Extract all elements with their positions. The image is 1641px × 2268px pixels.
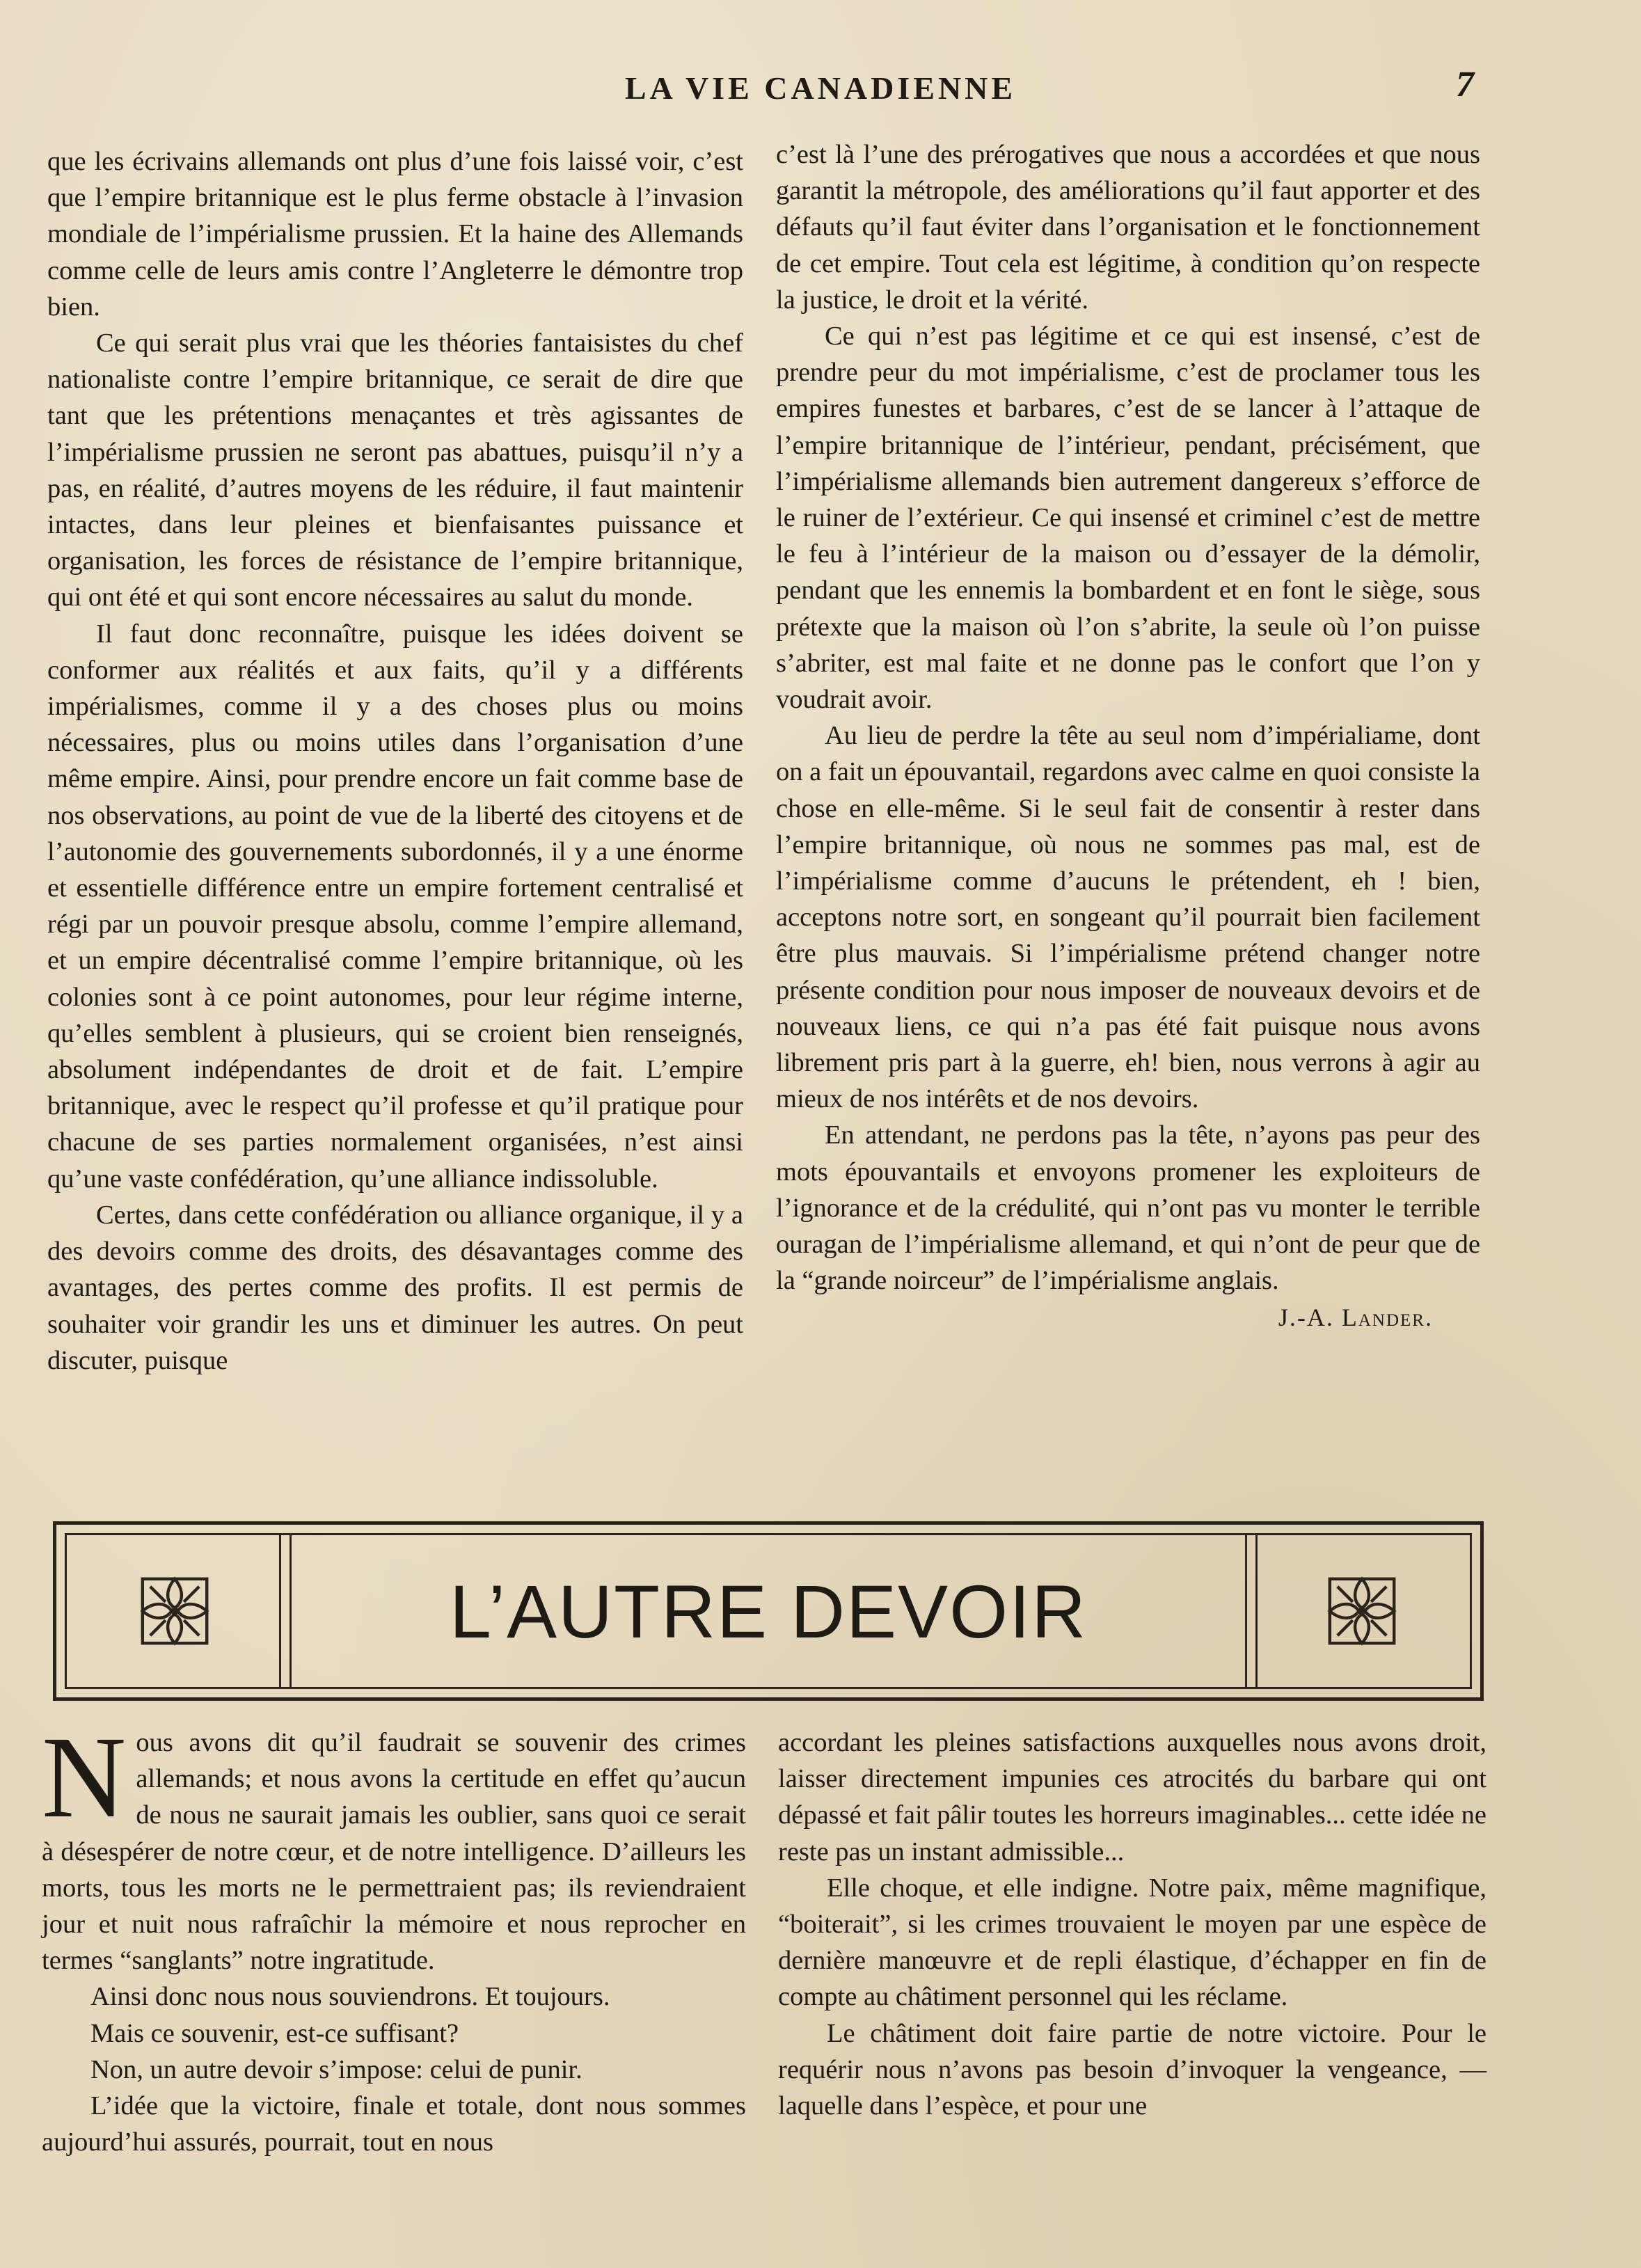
banner-divider	[279, 1535, 281, 1687]
author-signature: J.-A. Lander.	[1278, 1303, 1433, 1331]
paragraph: Il faut donc reconnaître, puisque les idées doivent se conformer aux réalités et aux faits, qu’il y a différents impérialismes, comme il y a des choses plus ou moins nécessaires, plus ou moins utiles dans l’organisation d’une même empire. Ainsi, pour prendre encore un fait comme base de nos observations, au point de vue de la liberté des citoyens et de l’autonomie des gouvernements subordonnés, il y a une énorme et essentielle différence entre un empire fortement centralisé et régi par un pouvoir presque absolu, comme l’empire allemand, et un empire décentralisé comme l’empire britannique, où les colonies sont à ce point autonomes, pour leur régime interne, qu’elles semblent à plusieurs, qui se croient bien renseignés, absolument indépendantes de droit et de fait. L’empire britannique, avec le respect qu’il professe et qu’il pratique pour chacune de ses parties normalement organisées, n’est ainsi qu’une vaste confédération, qu’une alliance indissoluble.	[47, 619, 743, 1194]
banner-divider	[1255, 1535, 1258, 1687]
running-header-title: LA VIE CANADIENNE	[624, 70, 1017, 106]
paragraph: Certes, dans cette confédération ou alliance organique, il y a des devoirs comme des droits, des désavantages comme des avantages, des pertes comme des profits. Il est permis de souhaiter voir grandir les uns et diminuer les autres. On peut discuter, puisque	[47, 1200, 743, 1375]
new-article-right-column	[778, 1724, 1487, 2124]
article-right-column	[776, 136, 1480, 1335]
paragraph: accordant les pleines satisfactions auxquelles nous avons droit, laisser directement impunies ces atrocités du barbare qui ont dépassé et fait pâlir toutes les horreurs imaginables... cette idée ne reste pas un instant admissible...	[778, 1728, 1487, 1866]
paragraph: Non, un autre devoir s’impose: celui de punir.	[90, 2054, 582, 2084]
flower-ornament-icon	[136, 1573, 213, 1649]
paragraph: Elle choque, et elle indigne. Notre paix, même magnifique, “boiterait”, si les crimes trouvaient le moyen par une espèce de dernière manœuvre et de repli élastique, d’échapper en fin de compte au châtiment personnel qui les réclame.	[778, 1873, 1487, 2012]
paragraph: En attendant, ne perdons pas la tête, n’ayons pas peur des mots épouvantails et envoyons promener les exploiteurs de l’ignorance et de la crédulité, qui n’ont pas vu monter le terrible ouragan de l’impérialisme allemand, et qui n’ont de peur que de la “grande noirceur” de l’impérialisme anglais.	[776, 1120, 1480, 1296]
paragraph-text: ous avons dit qu’il faudrait se souvenir des crimes allemands; et nous avons la certitude en effet qu’aucun de nous ne saurait jamais les oublier, sans quoi ce serait à désespérer de notre cœur, et de notre intelligence. D’ailleurs les morts, tous les morts ne le permettraient pas; ils reviendraient jour et nuit nous rafraîchir la mémoire et nous reprocher en termes “sanglants” notre ingratitude.	[42, 1728, 746, 1976]
article-title-banner	[53, 1521, 1484, 1701]
paragraph: L’idée que la victoire, finale et totale, dont nous sommes aujourd’hui assurés, pourrait, tout en nous	[42, 2091, 746, 2157]
page-number: 7	[1456, 65, 1474, 104]
paragraph: Au lieu de perdre la tête au seul nom d’impérialiame, dont on a fait un épouvantail, regardons avec calme en quoi consiste la chose en elle-même. Si le seul fait de consentir à rester dans l’empire britannique, où nous ne sommes pas mal, est de l’impérialisme comme d’aucuns le prétendent, eh ! bien, acceptons notre sort, en songeant qu’il pourrait bien facilement être plus mauvais. Si l’impérialisme prétend changer notre présente condition pour nous imposer de nouveaux devoirs et de nouveaux liens, ce qui n’a pas été fait puisque nous avons librement pris part à la guerre, eh! bien, nous verrons à agir au mieux de nos intérêts et de nos devoirs.	[776, 721, 1480, 1114]
drop-cap: N	[42, 1713, 127, 1842]
banner-divider	[1245, 1535, 1247, 1687]
paragraph: Ce qui n’est pas légitime et ce qui est insensé, c’est de prendre peur du mot impérialisme, c’est de proclamer tous les empires funestes et barbares, c’est de se lancer à l’attaque de l’empire britannique de l’intérieur, pendant, précisément, que l’impérialisme allemands bien autrement dangereux s’efforce de le ruiner de l’extérieur. Ce qui insensé et criminel c’est de mettre le feu à l’intérieur de la maison ou d’essayer de la démolir, pendant que les ennemis la bombardent et en font le siège, sous prétexte que la maison où l’on s’abrite, la seule où l’on puisse s’abriter, est mal faite et ne donne pas le confort que l’on y voudrait avoir.	[776, 322, 1480, 715]
banner-divider	[290, 1535, 292, 1687]
paragraph: Mais ce souvenir, est-ce suffisant?	[90, 2018, 459, 2048]
paragraph: Ainsi donc nous nous souviendrons. Et toujours.	[90, 1982, 610, 2012]
paragraph: c’est là l’une des prérogatives que nous a accordées et que nous garantit la métropole, des améliorations qu’il faut apporter et des défauts qu’il faut éviter dans l’organisation et le fonctionnement de cet empire. Tout cela est légitime, à condition qu’on respecte la justice, le droit et la vérité.	[776, 140, 1480, 315]
article-left-column	[47, 143, 743, 1379]
paragraph	[42, 1713, 746, 1978]
paragraph: que les écrivains allemands ont plus d’une fois laissé voir, c’est que l’empire britannique est le plus ferme obstacle à l’invasion mondiale de l’impérialisme prussien. Et la haine des Allemands comme celle de leurs amis contre l’Angleterre le démontre trop bien.	[47, 147, 743, 322]
banner-inner-frame	[65, 1533, 1472, 1689]
paragraph: Le châtiment doit faire partie de notre victoire. Pour le requérir nous n’avons pas besoin d’invoquer la vengeance, — laquelle dans l’espèce, et pour une	[778, 2018, 1487, 2121]
paragraph: Ce qui serait plus vrai que les théories fantaisistes du chef nationaliste contre l’empire britannique, ce serait de dire que tant que les prétentions menaçantes et très agissantes de l’impérialisme prussien ne seront pas abattues, puisqu’il n’y a pas, en réalité, d’autres moyens de les réduire, il faut maintenir intactes, dans leur pleines et bienfaisantes puissance et organisation, les forces de résistance de l’empire britannique, qui ont été et qui sont encore nécessaires au salut du monde.	[47, 328, 743, 612]
article-title: L’AUTRE DEVOIR	[449, 1569, 1088, 1654]
new-article-left-column	[42, 1713, 746, 2160]
flower-ornament-icon	[1324, 1573, 1400, 1649]
